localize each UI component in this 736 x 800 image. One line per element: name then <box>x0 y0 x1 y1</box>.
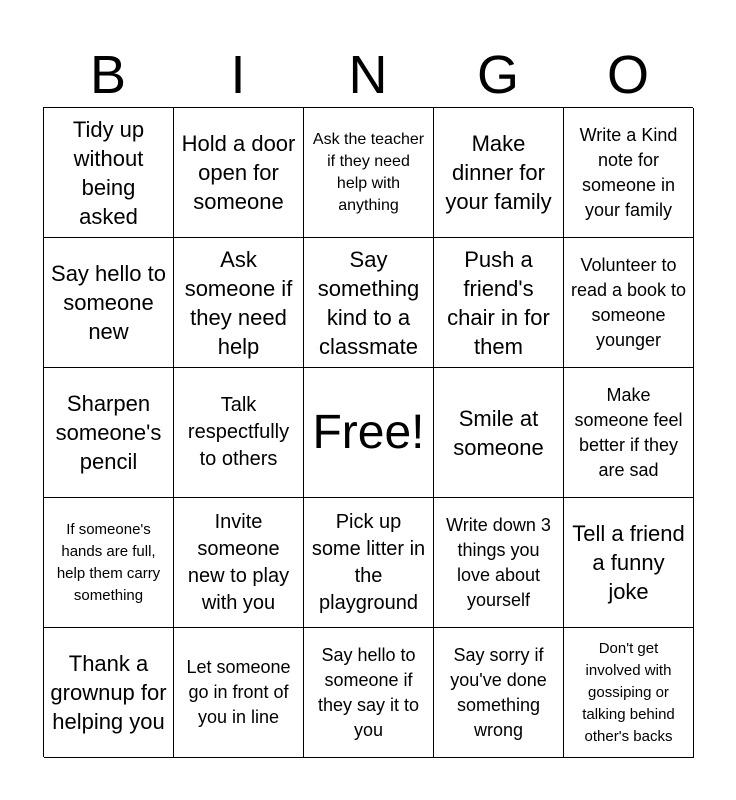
free-space-text: Free! <box>312 405 425 459</box>
bingo-cell[interactable] <box>44 628 174 758</box>
bingo-header <box>43 44 693 106</box>
bingo-cell[interactable] <box>44 368 174 498</box>
bingo-cell[interactable] <box>304 238 434 368</box>
bingo-cell[interactable] <box>44 238 174 368</box>
cell-text: Make someone feel better if they are sad <box>574 384 683 480</box>
cell-text: Say something kind to a classmate <box>317 246 420 359</box>
bingo-cell[interactable] <box>564 368 694 498</box>
bingo-cell[interactable] <box>564 238 694 368</box>
cell-text: If someone's hands are full, help them carry something <box>56 520 161 604</box>
cell-text: Talk respectfully to others <box>187 394 290 470</box>
cell-text: Say hello to someone if they say it to you <box>317 644 420 740</box>
header-letter-g: G <box>476 45 519 105</box>
bingo-cell[interactable] <box>174 108 304 238</box>
bingo-cell[interactable] <box>564 108 694 238</box>
bingo-cell[interactable] <box>174 238 304 368</box>
cell-text: Thank a grownup for helping you <box>50 651 167 734</box>
bingo-cell[interactable] <box>304 498 434 628</box>
cell-text: Tidy up without being asked <box>72 116 145 229</box>
cell-text: Hold a door open for someone <box>181 131 296 214</box>
cell-text: Say hello to someone new <box>51 261 166 344</box>
cell-text: Invite someone new to play with you <box>187 510 290 614</box>
bingo-cell[interactable] <box>174 368 304 498</box>
cell-text: Pick up some litter in the playground <box>311 510 426 614</box>
bingo-cell[interactable] <box>434 628 564 758</box>
cell-text: Write a Kind note for someone in your family <box>579 124 678 220</box>
cell-text: Don't get involved with gossiping or talking behind other's backs <box>582 639 675 745</box>
bingo-cell[interactable] <box>434 368 564 498</box>
cell-text: Let someone go in front of you in line <box>186 657 291 727</box>
bingo-cell[interactable] <box>304 108 434 238</box>
cell-text: Ask someone if they need help <box>184 246 293 359</box>
bingo-cell[interactable] <box>564 628 694 758</box>
cell-text: Push a friend's chair in for them <box>447 246 550 359</box>
cell-text: Tell a friend a funny joke <box>572 521 685 604</box>
bingo-cell[interactable] <box>434 238 564 368</box>
free-space-cell[interactable] <box>304 368 434 498</box>
header-letter-i: I <box>230 45 246 105</box>
bingo-cell[interactable] <box>44 108 174 238</box>
bingo-cell[interactable] <box>44 498 174 628</box>
cell-text: Make dinner for your family <box>445 131 552 214</box>
bingo-cell[interactable] <box>174 498 304 628</box>
cell-text: Volunteer to read a book to someone younger <box>570 254 687 350</box>
bingo-cell[interactable] <box>174 628 304 758</box>
header-letter-o: O <box>606 45 649 105</box>
cell-text: Say sorry if you've done something wrong <box>450 644 547 740</box>
cell-text: Sharpen someone's pencil <box>55 391 162 474</box>
bingo-cell[interactable] <box>564 498 694 628</box>
header-letter-b: B <box>89 45 127 105</box>
bingo-cell[interactable] <box>434 498 564 628</box>
cell-text: Ask the teacher if they need help with anything <box>312 130 425 214</box>
cell-text: Write down 3 things you love about yourself <box>446 514 551 610</box>
bingo-grid <box>43 107 693 757</box>
header-letter-n: N <box>348 45 388 105</box>
bingo-cell[interactable] <box>434 108 564 238</box>
cell-text: Smile at someone <box>453 405 544 460</box>
bingo-cell[interactable] <box>304 628 434 758</box>
